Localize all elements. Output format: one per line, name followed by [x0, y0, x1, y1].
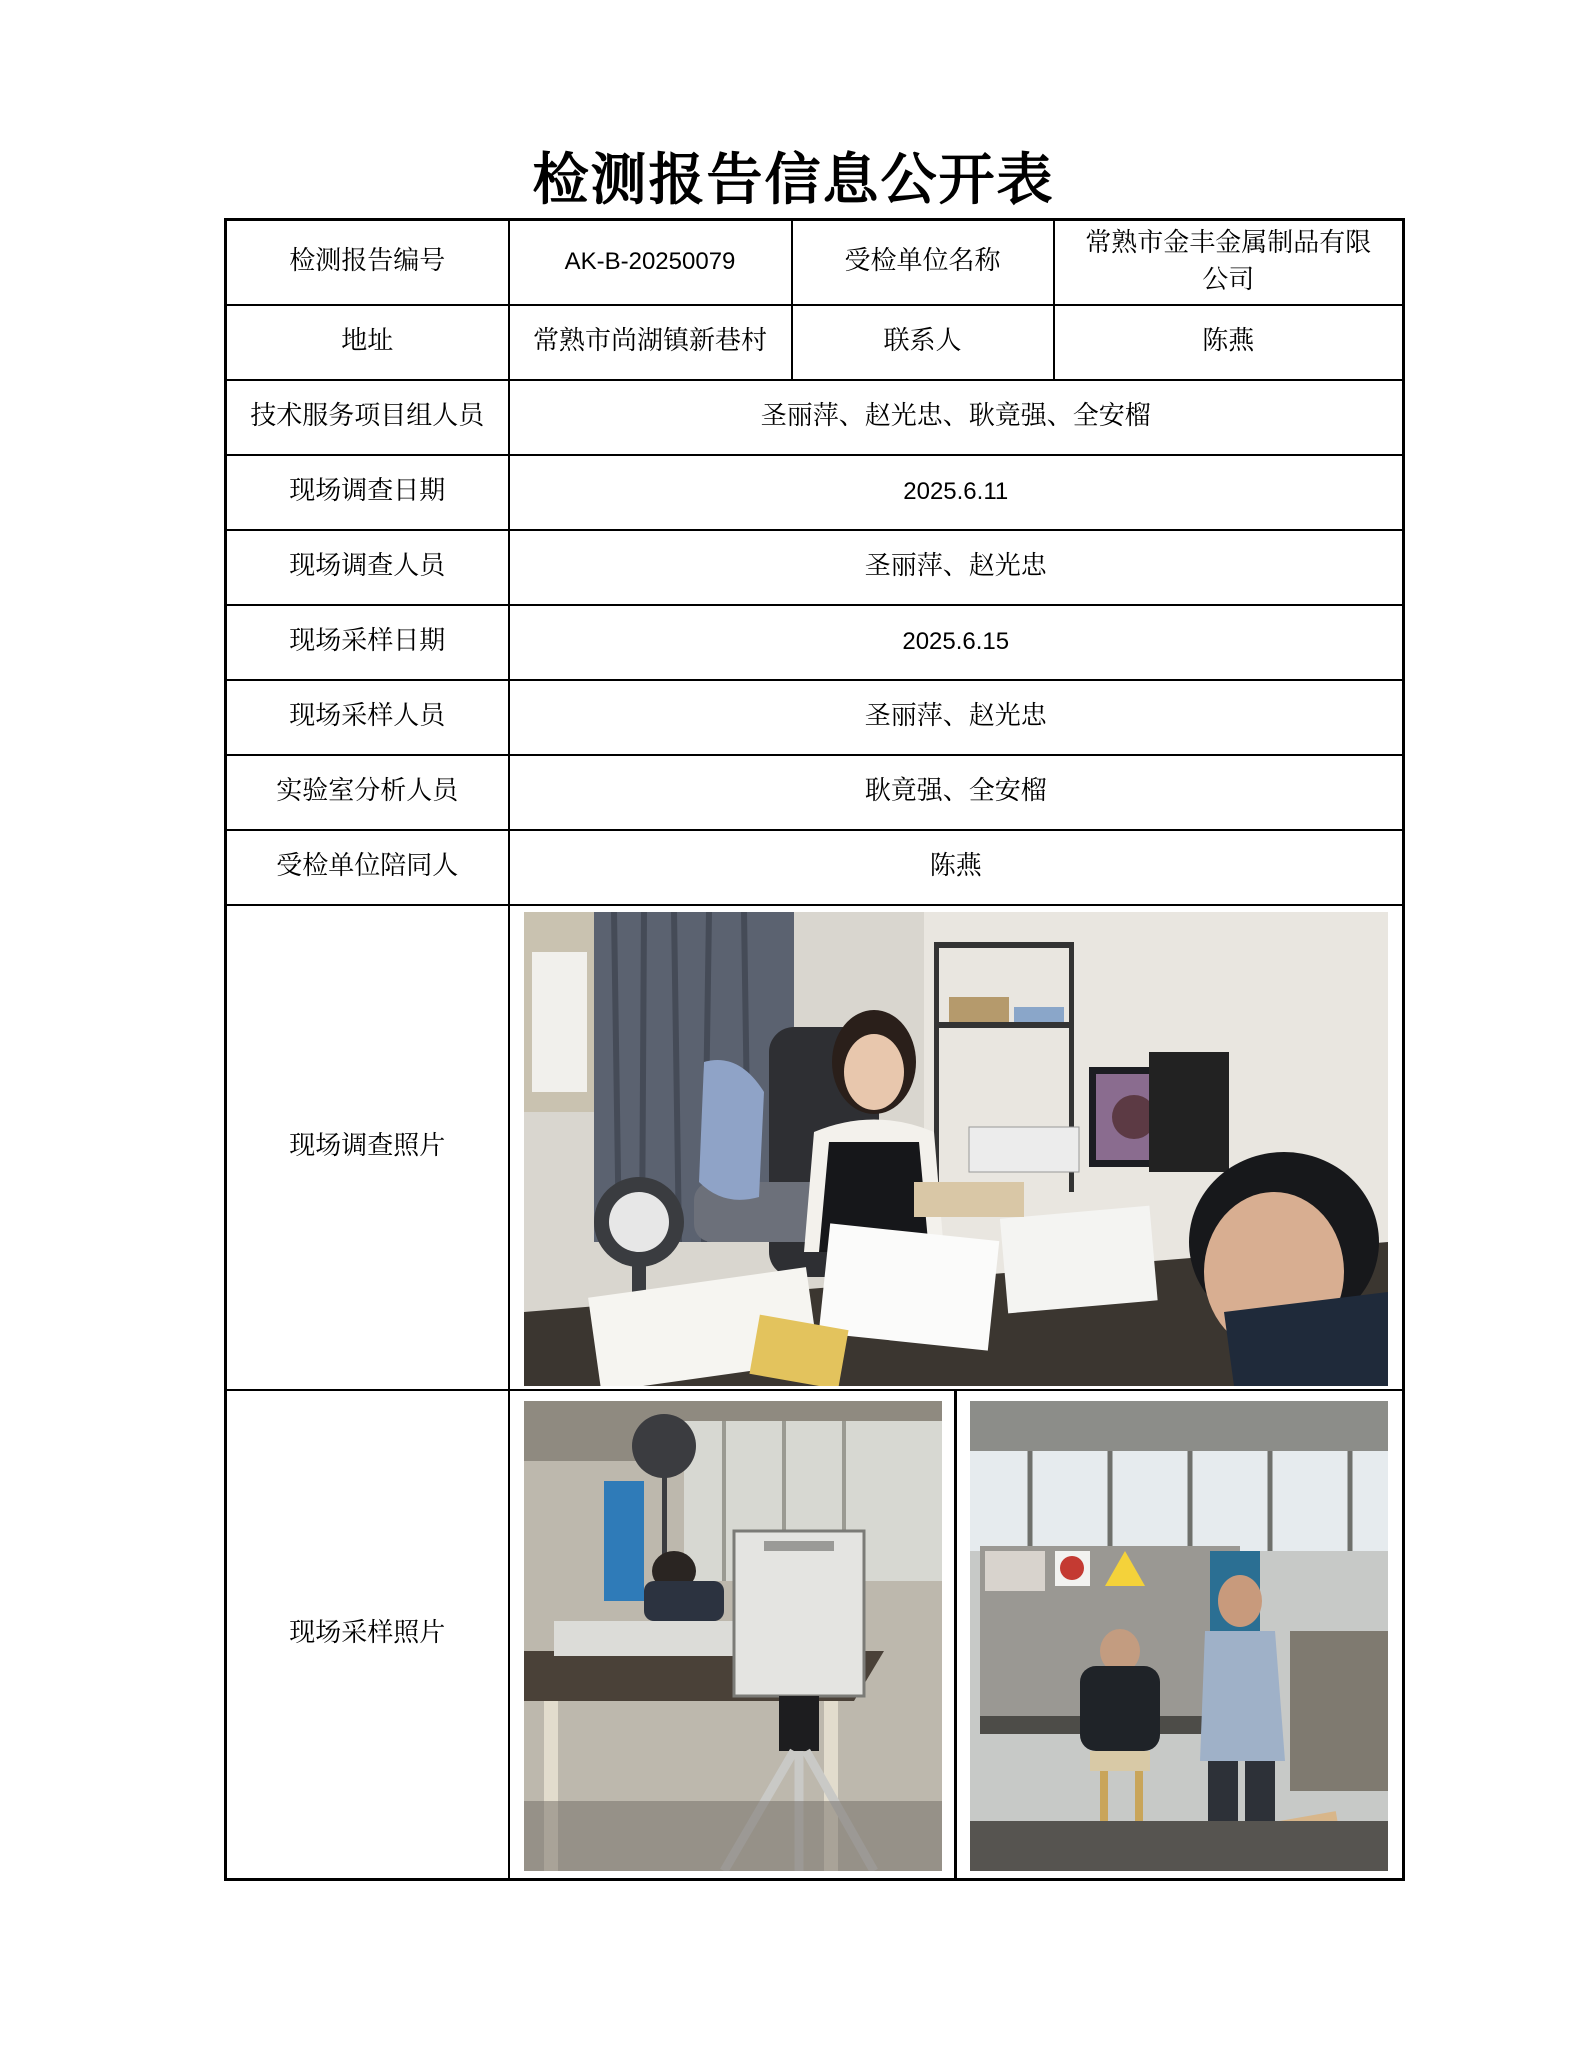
survey-photo: [524, 912, 1388, 1386]
address-value: 常熟市尚湖镇新巷村: [509, 305, 792, 380]
workshop-instrument-photo-illustration: [524, 1401, 942, 1871]
sampling-photo-right: [970, 1401, 1388, 1871]
lab-staff-value: 耿竟强、全安榴: [509, 755, 1404, 830]
sampling-staff-value: 圣丽萍、赵光忠: [509, 680, 1404, 755]
survey-staff-value: 圣丽萍、赵光忠: [509, 530, 1404, 605]
table-row: [226, 305, 1404, 380]
table-row: [226, 220, 1404, 305]
lab-staff-label: 实验室分析人员: [226, 755, 509, 830]
sampling-date-value: 2025.6.15: [509, 605, 1404, 680]
office-photo-illustration: [524, 912, 1388, 1386]
report-no-value: AK-B-20250079: [509, 220, 792, 305]
table-row: [226, 1390, 1404, 1880]
company-value: 常熟市金丰金属制品有限公司: [1054, 220, 1404, 305]
table-row: [226, 830, 1404, 905]
contact-label: 联系人: [792, 305, 1054, 380]
sampling-photo-label: 现场采样照片: [226, 1390, 509, 1880]
escort-label: 受检单位陪同人: [226, 830, 509, 905]
table-row: [226, 455, 1404, 530]
survey-date-value: 2025.6.11: [509, 455, 1404, 530]
sampling-staff-label: 现场采样人员: [226, 680, 509, 755]
table-row: [226, 755, 1404, 830]
report-no-label: 检测报告编号: [226, 220, 509, 305]
report-table: [224, 218, 1405, 1881]
sampling-photo-cell: [509, 1390, 1404, 1880]
sampling-date-label: 现场采样日期: [226, 605, 509, 680]
survey-photo-label: 现场调查照片: [226, 905, 509, 1390]
team-value: 圣丽萍、赵光忠、耿竟强、全安榴: [509, 380, 1404, 455]
table-row: [226, 380, 1404, 455]
address-label: 地址: [226, 305, 509, 380]
contact-value: 陈燕: [1054, 305, 1404, 380]
table-row: [226, 530, 1404, 605]
workshop-machine-photo-illustration: [970, 1401, 1388, 1871]
sampling-photo-left: [524, 1401, 942, 1871]
survey-date-label: 现场调查日期: [226, 455, 509, 530]
table-row: [226, 680, 1404, 755]
escort-value: 陈燕: [509, 830, 1404, 905]
survey-photo-cell: [509, 905, 1404, 1390]
company-label: 受检单位名称: [792, 220, 1054, 305]
table-row: [226, 905, 1404, 1390]
photo-divider: [954, 1391, 957, 1879]
table-row: [226, 605, 1404, 680]
survey-staff-label: 现场调查人员: [226, 530, 509, 605]
page-title: 检测报告信息公开表: [532, 147, 1055, 213]
team-label: 技术服务项目组人员: [226, 380, 509, 455]
